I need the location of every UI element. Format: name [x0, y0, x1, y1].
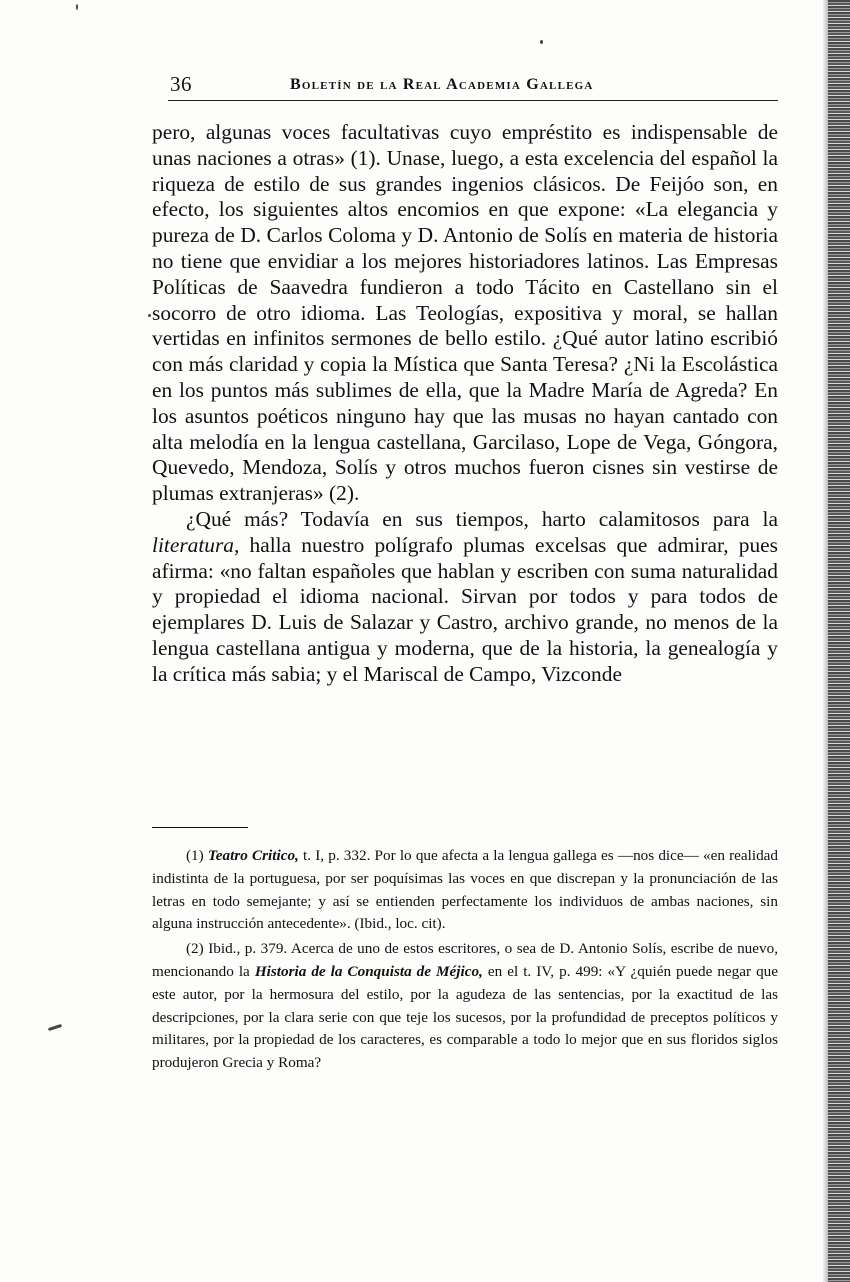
paragraph-1: pero, algunas voces facultativas cuyo empréstito es indispensable de unas naciones a otras» (1). Unase, luego, a esta excelencia del español la riqueza de estilo de sus grandes ingenios clásicos. De Feijóo son, en efecto, los siguientes altos encomios en que expone: «La elegancia y pureza de D. Carlos Coloma y D. Antonio de Solís en materia de historia no tiene que envidiar a los mejores historiadores latinos. Las Empresas Políticas de Saavedra fundieron a todo Tácito en Castellano sin el socorro de otro idioma. Las Teologías, expositiva y moral, se hallan vertidas en infinitos sermones de bello estilo. ¿Qué autor latino escribió con más claridad y copia la Mística que Santa Teresa? ¿Ni la Escolástica en los puntos más sublimes de ella, que la Madre María de Agreda? En los asuntos poéticos ninguno hay que las musas no hayan cantado con alta melodía en la lengua castellana, Garcilaso, Lope de Vega, Góngora, Quevedo, Mendoza, Solís y otros muchos fueron cisnes sin vestirse de plumas extranjeras» (2). — [152, 120, 778, 506]
paragraph-2-start: ¿Qué más? Todavía en sus tiempos, harto calamitosos para la — [186, 506, 778, 531]
scan-speck — [48, 1024, 62, 1031]
footnote-2-text-b: en el t. IV, p. 499: «Y ¿quién puede negar que este autor, por la hermosura del estilo, por la agudeza de las sentencias, por la exactitud de las descripciones, por la clara serie con que teje los sucesos, por la profundidad de preceptos políticos y militares, por la propiedad de los caracteres, es comparable a todo lo mejor que en sus floridos siglos produjeron Grecia y Roma? — [152, 962, 779, 1072]
footnote-1-mark: (1) — [186, 847, 204, 864]
footnotes — [152, 845, 778, 1077]
italic-term: literatura, — [152, 532, 240, 557]
running-title: Boletín de la Real Academia Gallega — [290, 76, 594, 93]
paragraph-2-rest: halla nuestro polígrafo plumas excelsas que admirar, pues afirma: «no faltan españoles que hablan y escriben con suma naturalidad y propiedad el idioma nacional. Sirvan por todos y para todos de ejemplares D. Luis de Salazar y Castro, archivo grande, no menos de la lengua castellana antigua y moderna, que de la historia, la genealogía y la crítica más sabia; y el Mariscal de Campo, Vizconde — [152, 532, 778, 686]
footnote-2-title: Historia de la Conquista de Méjico, — [254, 962, 483, 980]
page-number: 36 — [170, 72, 192, 96]
scan-speck — [540, 40, 543, 44]
footnote-1 — [152, 845, 778, 936]
running-header — [168, 70, 778, 101]
footnote-1-text: t. I, p. 332. Por lo que afecta a la lengua gallega es —nos dice— «en realidad indistinta de la portuguesa, por ser poquísimas las voces en que discrepan y la pronunciación de las letras en todo semejante; y así se entienden perfectamente los individuos de ambas naciones, sin alguna instrucción antecedente». (Ibid., loc. cit). — [152, 847, 779, 933]
footnote-2 — [152, 938, 778, 1075]
footnote-2-mark: (2) — [186, 940, 204, 958]
paragraph-2 — [152, 507, 778, 688]
footnote-rule — [152, 827, 248, 828]
book-edge — [828, 0, 850, 1282]
footnote-1-title: Teatro Critico, — [207, 847, 299, 864]
main-text — [152, 120, 778, 688]
scan-speck — [76, 4, 78, 10]
footnote-2-text-a: Ibid., p. 379. Acerca de uno de estos escritores, o sea de D. Antonio Solís, escribe de nuevo, mencionando la — [152, 940, 779, 980]
scan-speck — [148, 314, 151, 317]
